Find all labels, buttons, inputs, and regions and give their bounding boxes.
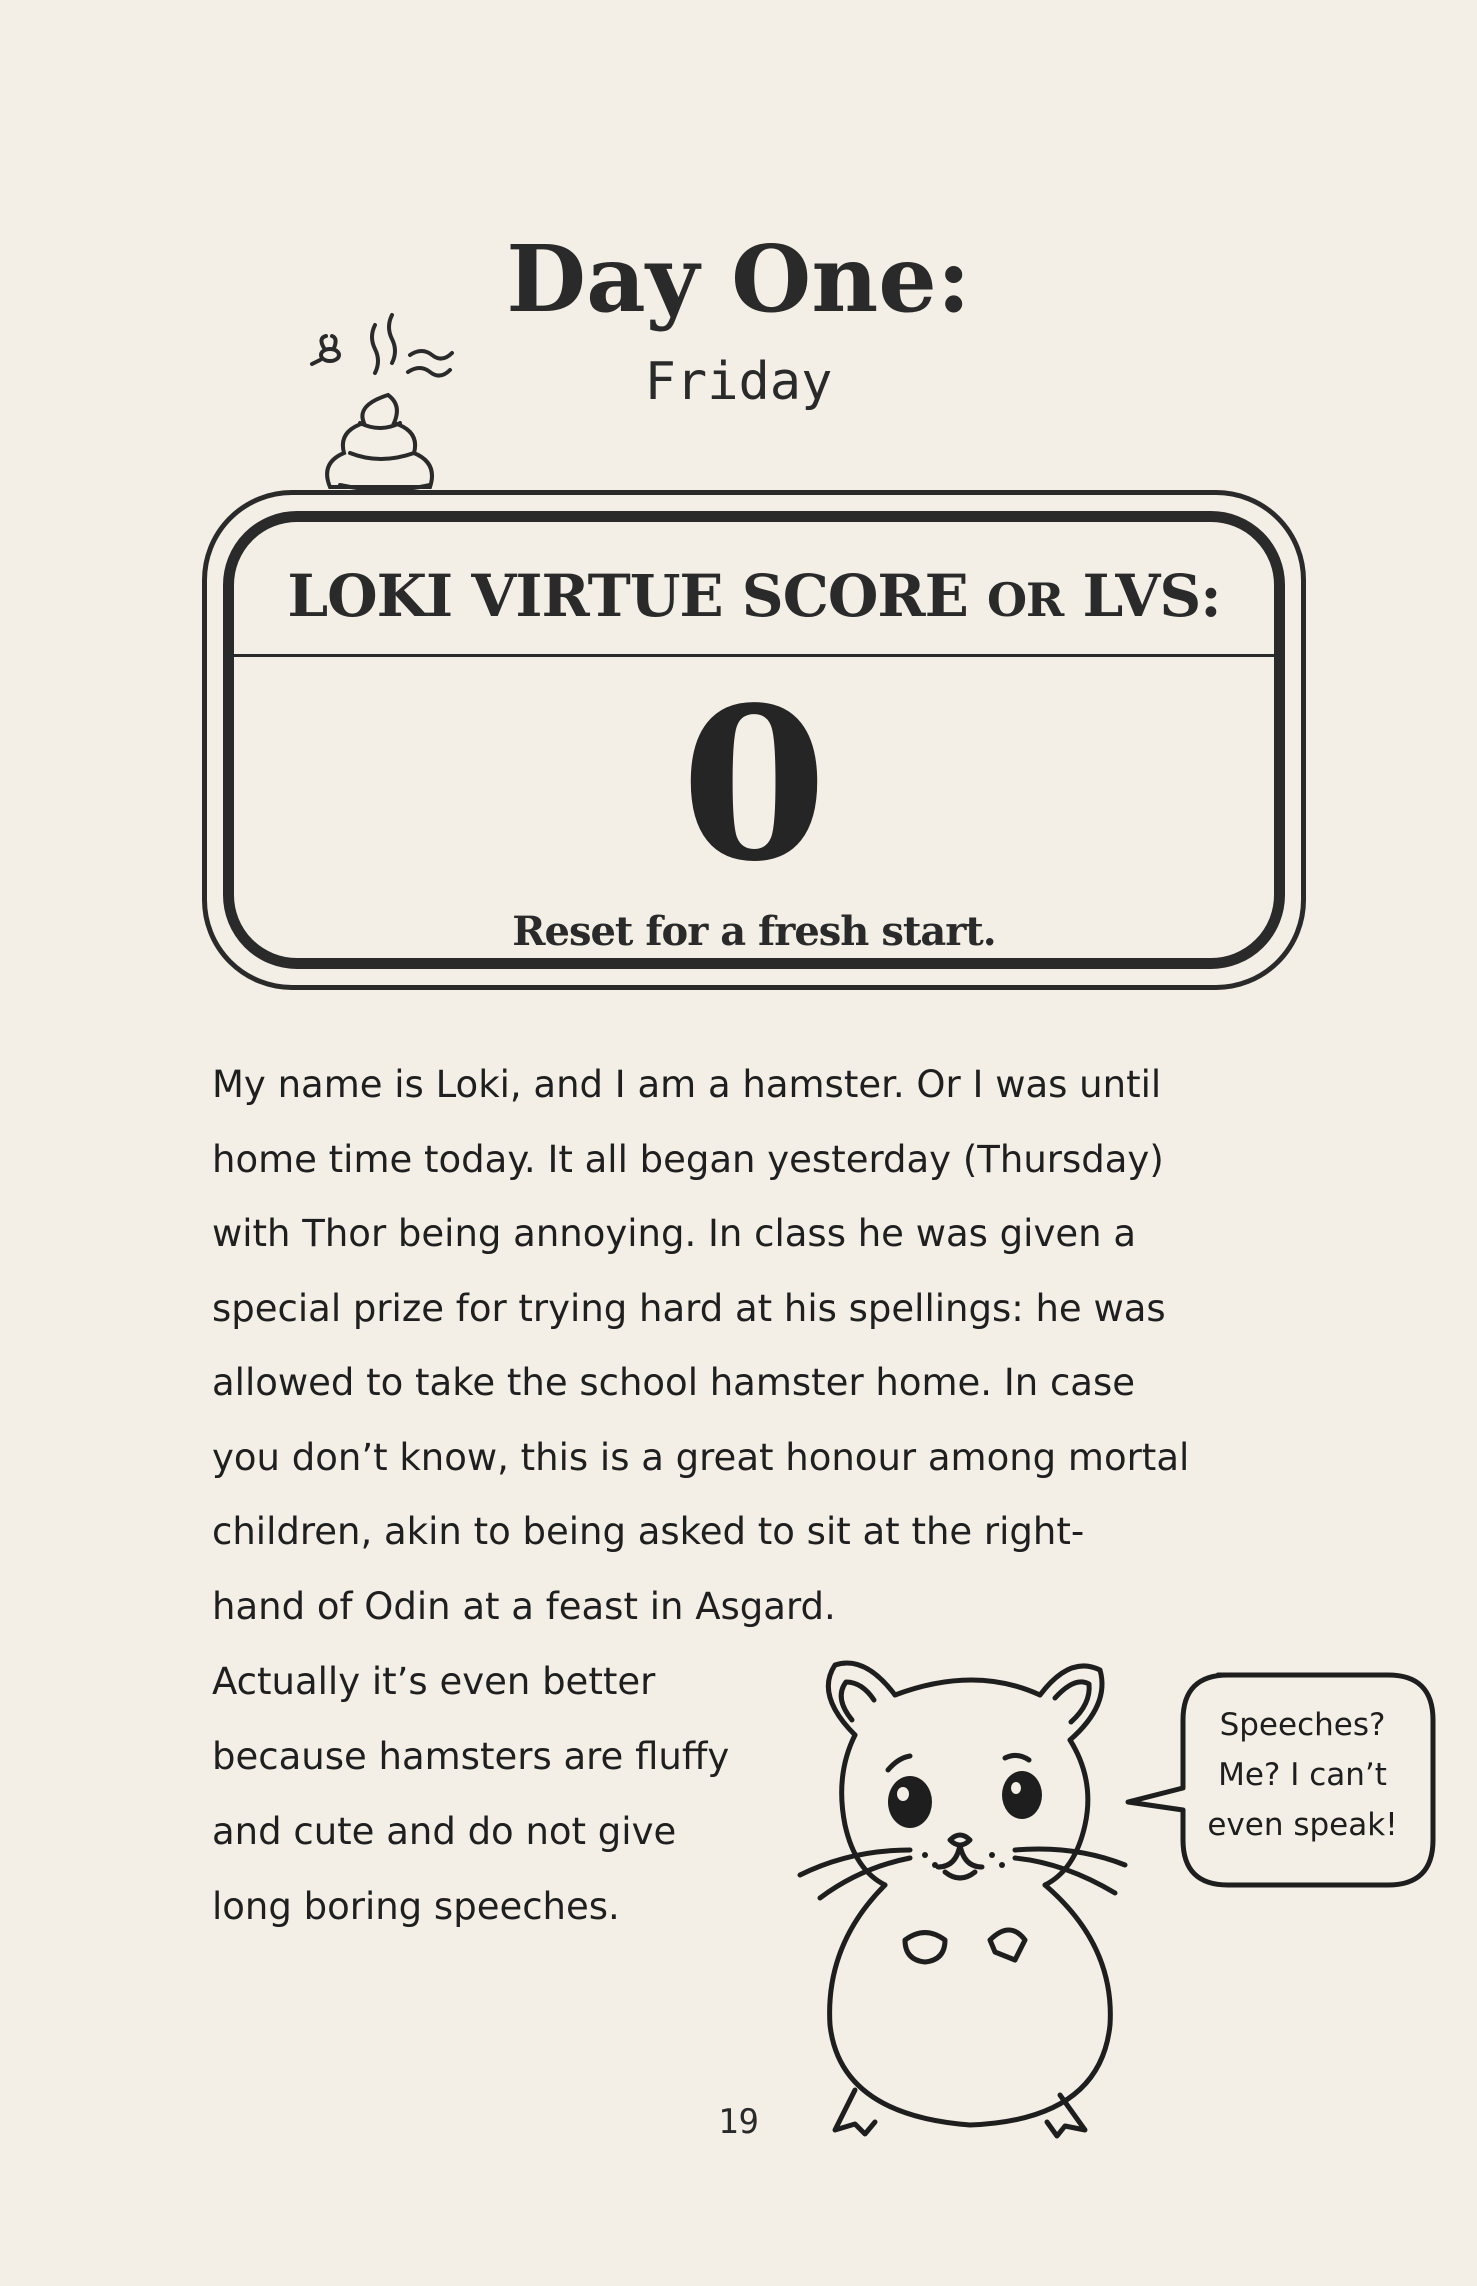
score-heading-or: OR: [986, 573, 1064, 627]
chapter-title: Day One:: [506, 225, 971, 333]
bubble-line: even speak!: [1207, 1807, 1398, 1843]
score-box: [202, 490, 1306, 990]
paragraph-line: home time today. It all began yesterday (Thursday): [212, 1137, 1164, 1181]
score-note: Reset for a fresh start.: [512, 908, 996, 955]
paragraph-line: special prize for trying hard at his spellings: he was: [212, 1286, 1166, 1330]
bubble-line: Me? I can’t: [1218, 1757, 1387, 1793]
page-number: 19: [718, 2102, 759, 2142]
paragraph-line: and cute and do not give: [212, 1810, 677, 1853]
paragraph-2: [212, 1644, 832, 1944]
score-box-inner: [223, 511, 1285, 969]
score-heading: [234, 562, 1274, 630]
paragraph-line: because hamsters are fluffy: [212, 1735, 730, 1778]
paragraph-line: My name is Loki, and I am a hamster. Or I was until: [212, 1063, 1162, 1106]
score-value: 0: [680, 661, 828, 908]
paragraph-line: hand of Odin at a feast in Asgard.: [212, 1584, 836, 1628]
speech-bubble-text: [1180, 1700, 1425, 1850]
paragraph-line: you don’t know, this is a great honour among mortal: [212, 1435, 1190, 1479]
paragraph-line: Actually it’s even better: [212, 1660, 656, 1703]
paragraph-line: long boring speeches.: [212, 1885, 620, 1928]
paragraph-line: children, akin to being asked to sit at the right-: [212, 1510, 1085, 1553]
chapter-subtitle: Friday: [644, 352, 833, 412]
paragraph-1: [212, 1048, 1292, 1644]
paragraph-line: with Thor being annoying. In class he was given a: [212, 1212, 1136, 1255]
paragraph-line: allowed to take the school hamster home. In case: [212, 1361, 1136, 1404]
score-heading-part2: LVS:: [1063, 562, 1221, 630]
score-heading-part1: LOKI VIRTUE SCORE: [287, 562, 987, 630]
bubble-line: Speeches?: [1219, 1707, 1386, 1743]
score-divider: [234, 654, 1274, 657]
